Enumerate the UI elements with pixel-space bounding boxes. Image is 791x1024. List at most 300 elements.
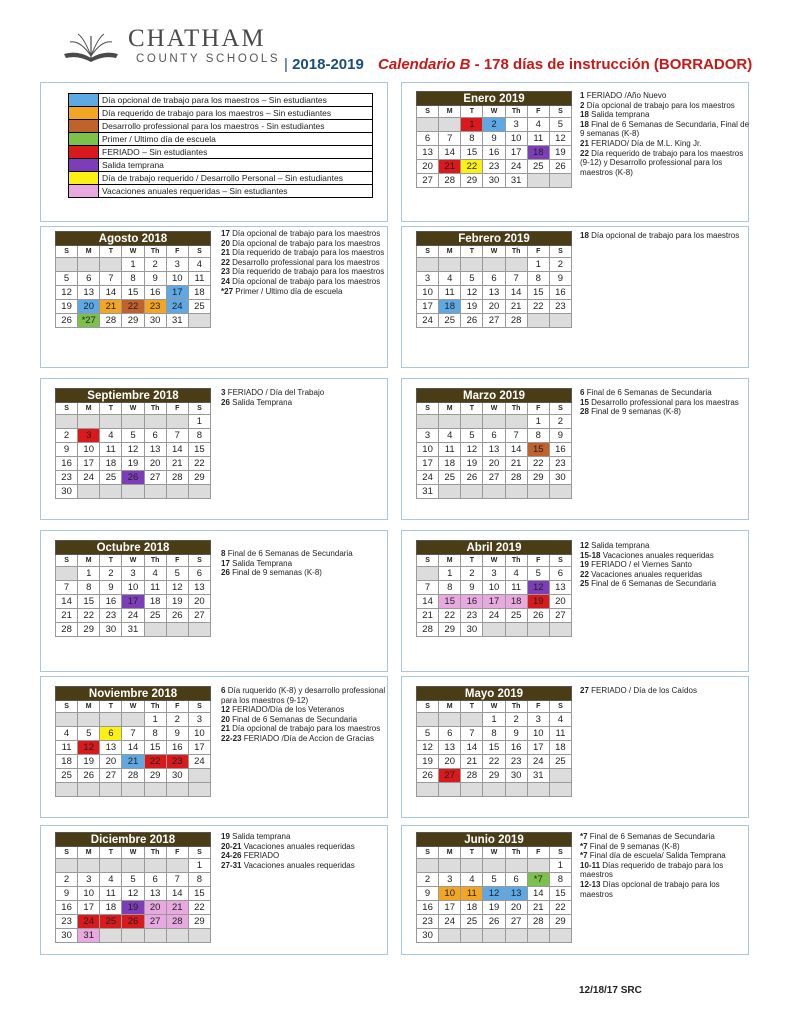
note-text: Salida temprana <box>232 832 291 841</box>
note-text: Salida temprana <box>591 110 650 120</box>
day-cell: 21 <box>527 901 549 915</box>
day-cell: 24 <box>505 160 527 174</box>
empty-day-cell <box>188 769 210 783</box>
note-date: 2 <box>580 100 585 110</box>
note-date: *7 <box>580 832 588 841</box>
day-cell: 24 <box>188 755 210 769</box>
day-cell: 1 <box>461 118 483 132</box>
day-cell: 14 <box>505 443 527 457</box>
day-cell: 14 <box>166 443 188 457</box>
day-cell: 6 <box>100 727 122 741</box>
empty-day-cell <box>439 415 461 429</box>
day-cell: 15 <box>549 887 571 901</box>
note-date: 17 <box>221 558 230 568</box>
day-cell: 4 <box>439 429 461 443</box>
day-cell: 19 <box>122 457 144 471</box>
day-cell: 20 <box>439 755 461 769</box>
day-cell: 31 <box>527 769 549 783</box>
weekday-header: S <box>188 555 210 567</box>
note-line <box>221 842 393 852</box>
month-notes-jun <box>580 832 752 899</box>
month-title: Junio 2019 <box>417 833 572 847</box>
day-cell: 5 <box>461 272 483 286</box>
day-cell: 26 <box>78 769 100 783</box>
day-cell: 30 <box>100 623 122 637</box>
day-cell: 12 <box>483 887 505 901</box>
day-cell: 21 <box>505 300 527 314</box>
day-cell: 30 <box>417 929 439 943</box>
calendar-name: Calendario B - <box>377 56 480 73</box>
day-cell: 17 <box>78 901 100 915</box>
day-cell: 2 <box>549 258 571 272</box>
day-cell: 10 <box>78 443 100 457</box>
note-date: 17 <box>221 229 230 238</box>
day-cell: 19 <box>461 300 483 314</box>
day-cell: 2 <box>56 873 78 887</box>
day-cell: 22 <box>461 160 483 174</box>
day-cell: 13 <box>483 443 505 457</box>
weekday-header: F <box>166 555 188 567</box>
day-cell: 8 <box>188 429 210 443</box>
empty-day-cell <box>188 485 210 499</box>
note-line <box>580 686 752 696</box>
weekday-header: S <box>417 701 439 713</box>
school-year: 2018-2019 <box>292 56 364 73</box>
empty-day-cell <box>56 713 78 727</box>
day-cell: 16 <box>505 741 527 755</box>
day-cell: 21 <box>122 755 144 769</box>
day-cell: 25 <box>188 300 210 314</box>
day-cell: 24 <box>78 471 100 485</box>
note-date: 10-11 <box>580 860 601 870</box>
day-cell: 21 <box>100 300 122 314</box>
day-cell: 26 <box>417 769 439 783</box>
weekday-header: S <box>417 246 439 258</box>
empty-day-cell <box>144 485 166 499</box>
day-cell: *7 <box>527 873 549 887</box>
day-cell: 30 <box>144 314 166 328</box>
empty-day-cell <box>527 485 549 499</box>
day-cell: 30 <box>56 485 78 499</box>
month-calendar-may <box>416 686 572 797</box>
empty-day-cell <box>505 415 527 429</box>
day-cell: 17 <box>417 300 439 314</box>
note-line <box>221 239 393 249</box>
day-cell: 4 <box>527 118 549 132</box>
note-date: 21 <box>221 724 230 734</box>
day-cell: 3 <box>78 873 100 887</box>
weekday-header: Th <box>144 701 166 713</box>
weekday-header: T <box>100 555 122 567</box>
empty-day-cell <box>188 623 210 637</box>
weekday-header: Th <box>505 847 527 859</box>
note-date: 19 <box>580 560 589 570</box>
day-cell: 28 <box>56 623 78 637</box>
page-title <box>284 56 752 73</box>
day-cell: 6 <box>505 873 527 887</box>
note-date: 21 <box>580 138 589 148</box>
color-legend <box>68 93 373 198</box>
month-notes-feb <box>580 231 752 241</box>
weekday-header: T <box>461 106 483 118</box>
empty-day-cell <box>122 783 144 797</box>
day-cell: 7 <box>166 429 188 443</box>
day-cell: 28 <box>527 915 549 929</box>
day-cell: 4 <box>461 873 483 887</box>
day-cell: 23 <box>56 471 78 485</box>
day-cell: 3 <box>417 272 439 286</box>
day-cell: 4 <box>144 567 166 581</box>
weekday-header: Th <box>505 246 527 258</box>
note-text: Final de 9 semanas (K-8) <box>589 841 680 851</box>
empty-day-cell <box>56 258 78 272</box>
empty-day-cell <box>439 783 461 797</box>
note-line <box>221 248 393 258</box>
empty-day-cell <box>100 415 122 429</box>
weekday-header: S <box>188 847 210 859</box>
month-notes-may <box>580 686 752 696</box>
day-cell: 10 <box>505 132 527 146</box>
day-cell: 29 <box>144 769 166 783</box>
day-cell: 28 <box>166 471 188 485</box>
weekday-header: M <box>439 701 461 713</box>
day-cell: 28 <box>417 623 439 637</box>
weekday-header: T <box>100 847 122 859</box>
day-cell: 2 <box>505 713 527 727</box>
legend-label: Día opcional de trabajo para los maestros – Sin estudiantes <box>99 94 373 107</box>
note-date: 22 <box>580 148 589 158</box>
day-cell: 6 <box>78 272 100 286</box>
day-cell: 27 <box>417 174 439 188</box>
empty-day-cell <box>100 258 122 272</box>
note-line <box>580 398 752 408</box>
day-cell: 3 <box>527 713 549 727</box>
note-date: 18 <box>580 110 589 120</box>
note-line <box>580 560 752 570</box>
open-book-logo-icon <box>62 28 120 64</box>
day-cell: 8 <box>439 581 461 595</box>
legend-row <box>69 159 373 172</box>
empty-day-cell <box>483 783 505 797</box>
day-cell: 4 <box>100 429 122 443</box>
day-cell: 12 <box>56 286 78 300</box>
day-cell: 28 <box>439 174 461 188</box>
day-cell: 7 <box>505 429 527 443</box>
day-cell: 12 <box>549 132 571 146</box>
day-cell: 20 <box>483 300 505 314</box>
revision-footer: 12/18/17 SRC <box>579 985 642 996</box>
note-text: Día opcional de trabajo para los maestros <box>591 231 740 240</box>
note-line <box>580 139 752 149</box>
day-cell: 23 <box>461 609 483 623</box>
empty-day-cell <box>100 713 122 727</box>
day-cell: 31 <box>166 314 188 328</box>
legend-label: Desarrollo professional para los maestros - Sin estudiantes <box>99 120 373 133</box>
day-cell: 8 <box>527 429 549 443</box>
day-cell: 19 <box>417 755 439 769</box>
day-cell: 24 <box>527 755 549 769</box>
day-cell: 7 <box>461 727 483 741</box>
day-cell: 6 <box>417 132 439 146</box>
day-cell: 11 <box>439 443 461 457</box>
day-cell: 22 <box>122 300 144 314</box>
day-cell: 3 <box>417 429 439 443</box>
note-text: Salida Temprana <box>232 558 293 568</box>
day-cell: 12 <box>461 443 483 457</box>
note-text: Días opcional de trabajo para los maestros <box>580 879 720 899</box>
day-cell: 19 <box>56 300 78 314</box>
day-cell: 23 <box>549 457 571 471</box>
note-date: 19 <box>221 832 230 841</box>
empty-day-cell <box>461 713 483 727</box>
day-cell: 30 <box>505 769 527 783</box>
day-cell: 5 <box>483 873 505 887</box>
day-cell: 26 <box>166 609 188 623</box>
weekday-header: S <box>549 246 571 258</box>
legend-swatch-yellow <box>69 172 99 185</box>
empty-day-cell <box>100 929 122 943</box>
empty-day-cell <box>56 415 78 429</box>
day-cell: 13 <box>144 443 166 457</box>
empty-day-cell <box>417 783 439 797</box>
day-cell: 21 <box>505 457 527 471</box>
note-text: Día requerido de trabajo para los maestros (9-12) y Desarrollo professional para los maestros (K-8) <box>580 148 744 177</box>
day-cell: 11 <box>144 581 166 595</box>
day-cell: 9 <box>56 887 78 901</box>
weekday-header: W <box>483 701 505 713</box>
legend-label: Salida temprana <box>99 159 373 172</box>
day-cell: 15 <box>122 286 144 300</box>
empty-day-cell <box>549 485 571 499</box>
note-line <box>580 842 752 852</box>
note-date: 20 <box>221 238 230 248</box>
day-cell: 27 <box>483 314 505 328</box>
day-cell: 1 <box>527 415 549 429</box>
weekday-header: M <box>439 555 461 567</box>
day-cell: 23 <box>100 609 122 623</box>
note-text: Día requerido de trabajo para los maestros <box>232 267 385 277</box>
note-line <box>221 851 393 861</box>
day-cell: 29 <box>527 471 549 485</box>
day-cell: 15 <box>144 741 166 755</box>
day-cell: 24 <box>483 609 505 623</box>
day-cell: 4 <box>505 567 527 581</box>
day-cell: 27 <box>505 915 527 929</box>
day-cell: 6 <box>144 429 166 443</box>
day-cell: 26 <box>549 160 571 174</box>
day-cell: 1 <box>122 258 144 272</box>
month-calendar-sep <box>55 388 211 499</box>
month-calendar-ago <box>55 231 211 328</box>
day-cell: 31 <box>122 623 144 637</box>
note-date: 8 <box>221 549 226 558</box>
day-cell: 24 <box>122 609 144 623</box>
note-line <box>221 861 393 871</box>
empty-day-cell <box>144 415 166 429</box>
day-cell: 20 <box>549 595 571 609</box>
day-cell: 13 <box>505 887 527 901</box>
weekday-header: Th <box>505 555 527 567</box>
note-text: FERIADO / el Viernes Santo <box>591 560 692 570</box>
day-cell: 27 <box>188 609 210 623</box>
empty-day-cell <box>461 929 483 943</box>
weekday-header: T <box>100 701 122 713</box>
weekday-header: W <box>122 555 144 567</box>
day-cell: 24 <box>417 314 439 328</box>
note-text: Vacaciones anuales requeridas <box>243 860 355 870</box>
note-text: FERIADO / Día de los Caídos <box>591 686 697 695</box>
weekday-header: S <box>188 701 210 713</box>
day-cell: 9 <box>505 727 527 741</box>
day-cell: 3 <box>483 567 505 581</box>
month-notes-sep <box>221 388 393 407</box>
empty-day-cell <box>549 769 571 783</box>
day-cell: 20 <box>188 595 210 609</box>
day-cell: 23 <box>417 915 439 929</box>
legend-swatch-purple <box>69 159 99 172</box>
note-text: Final de 9 semanas (K-8) <box>232 568 322 578</box>
day-cell: 29 <box>461 174 483 188</box>
day-cell: 9 <box>417 887 439 901</box>
day-cell: 30 <box>461 623 483 637</box>
note-text: Final día de escuela/ Salida Temprana <box>589 851 726 861</box>
day-cell: 7 <box>417 581 439 595</box>
day-cell: 18 <box>439 300 461 314</box>
empty-day-cell <box>122 859 144 873</box>
empty-day-cell <box>505 485 527 499</box>
note-text: Primer / Ultimo día de escuela <box>235 286 343 296</box>
day-cell: 27 <box>144 471 166 485</box>
note-text: Final de 6 Semanas de Secundaria, Final de 9 semanas (K-8) <box>580 119 750 139</box>
day-cell: 2 <box>483 118 505 132</box>
note-text: Día opcional de trabajo para los maestros <box>232 276 381 286</box>
month-notes-mar <box>580 388 752 417</box>
month-calendar-nov <box>55 686 211 797</box>
day-cell: 5 <box>461 429 483 443</box>
month-notes-dic <box>221 832 393 870</box>
empty-day-cell <box>166 783 188 797</box>
note-text: Desarrollo professional para los maestras <box>591 397 739 407</box>
empty-day-cell <box>527 929 549 943</box>
day-cell: 25 <box>144 609 166 623</box>
note-text: Desarrollo professional para los maestros <box>232 257 380 267</box>
note-date: 15 <box>580 397 589 407</box>
note-line <box>221 715 393 725</box>
day-cell: 2 <box>144 258 166 272</box>
weekday-header: T <box>100 246 122 258</box>
legend-label: Día requerido de trabajo para los maestros – Sin estudiantes <box>99 107 373 120</box>
day-cell: 26 <box>122 471 144 485</box>
day-cell: 23 <box>166 755 188 769</box>
day-cell: 7 <box>122 727 144 741</box>
day-cell: 16 <box>549 443 571 457</box>
empty-day-cell <box>439 258 461 272</box>
day-cell: 7 <box>166 873 188 887</box>
day-cell: 8 <box>527 272 549 286</box>
empty-day-cell <box>505 623 527 637</box>
day-cell: 18 <box>461 901 483 915</box>
day-cell: 18 <box>56 755 78 769</box>
empty-day-cell <box>439 485 461 499</box>
note-line <box>221 705 393 715</box>
day-cell: 15 <box>78 595 100 609</box>
day-cell: 16 <box>56 457 78 471</box>
empty-day-cell <box>56 567 78 581</box>
day-cell: 5 <box>122 429 144 443</box>
empty-day-cell <box>144 929 166 943</box>
day-cell: 22 <box>144 755 166 769</box>
day-cell: 16 <box>100 595 122 609</box>
month-title: Mayo 2019 <box>417 687 572 701</box>
weekday-header: W <box>122 847 144 859</box>
empty-day-cell <box>166 623 188 637</box>
day-cell: 5 <box>122 873 144 887</box>
day-cell: 11 <box>505 581 527 595</box>
empty-day-cell <box>505 929 527 943</box>
legend-row <box>69 172 373 185</box>
weekday-header: W <box>483 403 505 415</box>
note-text: Final de 6 Semanas de Secundaria <box>589 832 715 841</box>
day-cell: 22 <box>483 755 505 769</box>
day-cell: 11 <box>527 132 549 146</box>
legend-swatch-orange <box>69 107 99 120</box>
empty-day-cell <box>100 485 122 499</box>
legend-swatch-brown <box>69 120 99 133</box>
day-cell: 1 <box>483 713 505 727</box>
day-cell: 30 <box>56 929 78 943</box>
day-cell: 26 <box>461 314 483 328</box>
note-text: FERIADO <box>243 851 280 861</box>
day-cell: 23 <box>56 915 78 929</box>
weekday-header: S <box>417 555 439 567</box>
day-cell: 12 <box>78 741 100 755</box>
month-title: Marzo 2019 <box>417 389 572 403</box>
day-cell: 24 <box>166 300 188 314</box>
day-cell: 26 <box>483 915 505 929</box>
day-cell: 7 <box>505 272 527 286</box>
day-cell: 24 <box>78 915 100 929</box>
day-cell: 22 <box>188 457 210 471</box>
empty-day-cell <box>505 859 527 873</box>
empty-day-cell <box>78 713 100 727</box>
day-cell: 29 <box>188 471 210 485</box>
note-text: Días requerido de trabajo para los maestros <box>580 860 724 880</box>
empty-day-cell <box>483 929 505 943</box>
weekday-header: S <box>56 246 78 258</box>
day-cell: 1 <box>527 258 549 272</box>
empty-day-cell <box>483 415 505 429</box>
day-cell: 10 <box>188 727 210 741</box>
weekday-header: T <box>461 701 483 713</box>
day-cell: 29 <box>188 915 210 929</box>
weekday-header: Th <box>144 847 166 859</box>
note-text: Final de 6 Semanas de Secundaria <box>586 388 712 397</box>
empty-day-cell <box>122 415 144 429</box>
note-date: 21 <box>221 248 230 258</box>
empty-day-cell <box>527 623 549 637</box>
empty-day-cell <box>527 783 549 797</box>
day-cell: 12 <box>417 741 439 755</box>
day-cell: 18 <box>527 146 549 160</box>
empty-day-cell <box>483 258 505 272</box>
day-cell: 21 <box>56 609 78 623</box>
title-separator: | <box>284 56 288 73</box>
legend-swatch-green <box>69 133 99 146</box>
weekday-header: F <box>166 403 188 415</box>
day-cell: 1 <box>439 567 461 581</box>
legend-row <box>69 94 373 107</box>
day-cell: 10 <box>483 581 505 595</box>
